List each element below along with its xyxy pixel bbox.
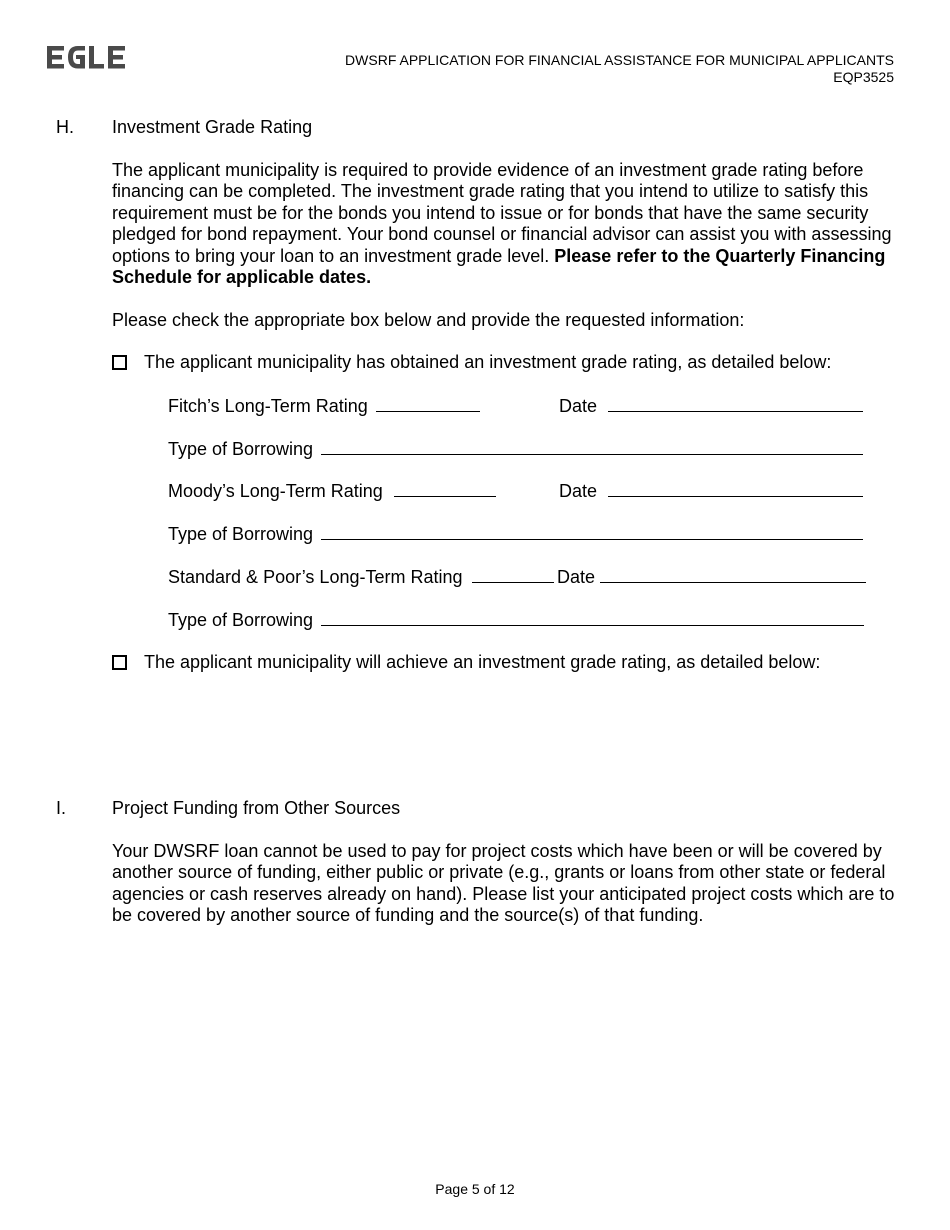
will-achieve-rating-label: The applicant municipality will achieve an investment grade rating, as detailed below: xyxy=(144,652,821,672)
egle-logo xyxy=(47,44,127,70)
moodys-date-label: Date xyxy=(559,481,598,501)
moodys-borrowing-field[interactable] xyxy=(321,539,863,540)
fitch-borrowing-label: Type of Borrowing xyxy=(168,439,314,459)
page-number: Page 5 of 12 xyxy=(435,1181,515,1197)
moodys-borrowing-label: Type of Borrowing xyxy=(168,524,314,544)
instruction-text: Please check the appropriate box below and provide the requested information: xyxy=(112,310,745,330)
form-number: EQP3525 xyxy=(833,69,894,85)
section-i-paragraph: Your DWSRF loan cannot be used to pay for project costs which have been or will be covered by another source of funding, either public or private (e.g., grants or loans from other state or federal agencies or cash reserves already on hand). Please list your anticipated project costs which are to be covered by another source of funding and the source(s) of that funding. xyxy=(112,841,895,926)
sp-borrowing-label: Type of Borrowing xyxy=(168,610,314,630)
sp-rating-label: Standard & Poor’s Long-Term Rating xyxy=(168,567,463,587)
sp-date-label: Date xyxy=(557,567,596,587)
sp-date-field[interactable] xyxy=(600,582,866,583)
fitch-date-field[interactable] xyxy=(608,411,863,412)
section-h-title: Investment Grade Rating xyxy=(112,117,313,137)
moodys-rating-label: Moody’s Long-Term Rating xyxy=(168,481,383,501)
obtained-rating-label: The applicant municipality has obtained an investment grade rating, as detailed below: xyxy=(144,352,832,372)
section-h-letter: H. xyxy=(56,117,74,137)
section-i-letter: I. xyxy=(56,798,67,818)
moodys-rating-field[interactable] xyxy=(394,496,496,497)
fitch-rating-label: Fitch’s Long-Term Rating xyxy=(168,396,368,416)
section-h-paragraph-text: The applicant municipality is required to provide evidence of an investment grade rating before financing can be completed. The investment grade rating that you intend to utilize to satisfy this requirement must be for the bonds you intend to issue or for bonds that have the same security pledged for bond repayment. Your bond counsel or financial advisor can assist you with assessing options to bring your loan to an investment grade level. xyxy=(112,160,892,266)
moodys-date-field[interactable] xyxy=(608,496,863,497)
section-h-paragraph xyxy=(112,160,902,288)
form-title: DWSRF APPLICATION FOR FINANCIAL ASSISTANCE FOR MUNICIPAL APPLICANTS xyxy=(345,52,894,68)
fitch-rating-field[interactable] xyxy=(376,411,480,412)
will-achieve-rating-checkbox[interactable] xyxy=(112,655,127,670)
section-i-title: Project Funding from Other Sources xyxy=(112,798,401,818)
sp-borrowing-field[interactable] xyxy=(321,625,864,626)
section-h-paragraph-bold: Please refer to the Quarterly Financing Schedule for applicable dates. xyxy=(112,245,886,288)
obtained-rating-checkbox[interactable] xyxy=(112,355,127,370)
sp-rating-field[interactable] xyxy=(472,582,554,583)
fitch-borrowing-field[interactable] xyxy=(321,454,863,455)
fitch-date-label: Date xyxy=(559,396,598,416)
